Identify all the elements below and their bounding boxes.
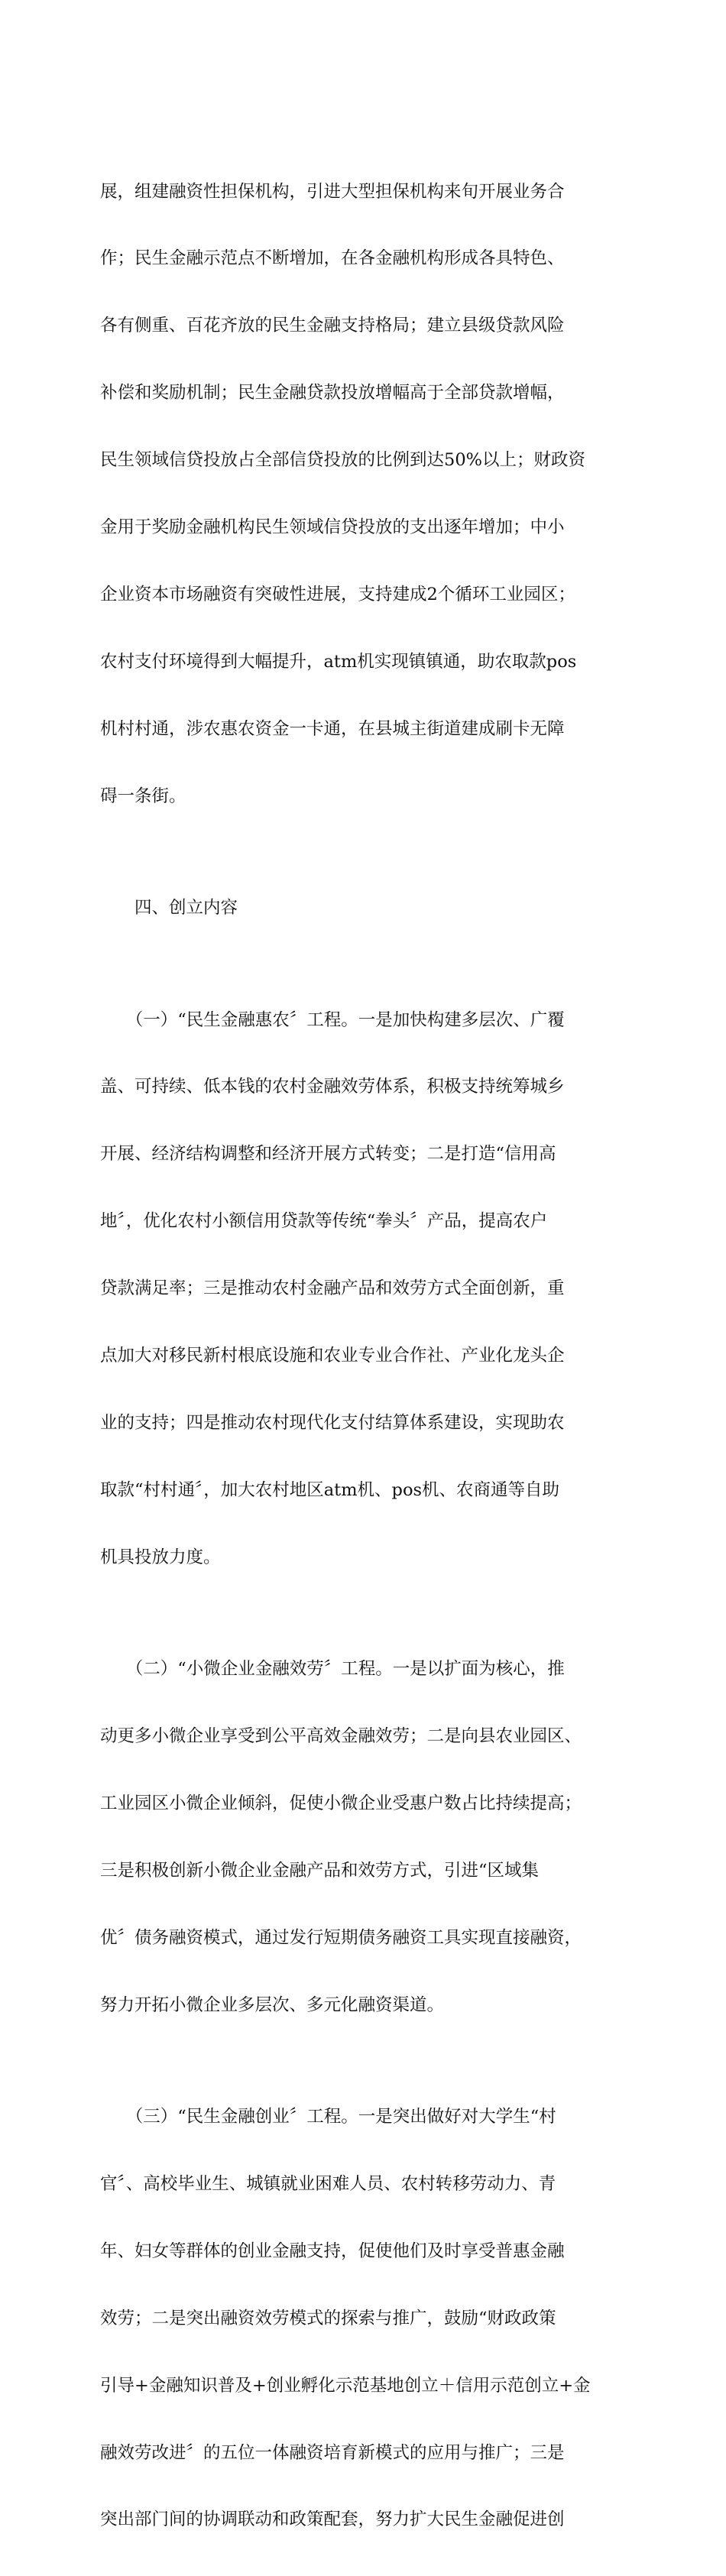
text-line: 工业园区小微企业倾斜，促使小微企业受惠户数占比持续提高；	[100, 1793, 582, 1813]
text-line: 补偿和奖励机制；民生金融贷款投放增幅高于全部贷款增幅，	[100, 383, 565, 403]
text-line: 作；民生金融示范点不断增加，在各金融机构形成各具特色、	[100, 248, 565, 269]
paragraph-entrepreneurship	[100, 2062, 635, 2576]
paragraph-rural-finance	[100, 964, 635, 1614]
text-line: 效劳；二是突出融资效劳模式的探索与推广，鼓励“财政政策	[100, 2308, 556, 2328]
text-line: 融效劳改进〞的五位一体融资培育新模式的应用与推广；三是	[100, 2442, 565, 2463]
text-line: 取款“村村通〞，加大农村地区atm机、pos机、农商通等自助	[100, 1479, 560, 1500]
text-line: （三）“民生金融创业〞工程。一是突出做好对大学生“村	[100, 2107, 556, 2127]
text-line: 展，组建融资性担保机构，引进大型担保机构来旬开展业务合	[100, 181, 565, 202]
text-line: 官〞、高校毕业生、城镇就业困难人员、农村转移劳动力、青	[100, 2174, 556, 2195]
text-line: （二）“小微企业金融效劳〞工程。一是以扩面为核心，推	[100, 1659, 565, 1680]
text-line: 地〞，优化农村小额信用贷款等传统“拳头〞产品，提高农户	[100, 1211, 548, 1232]
text-line: 碍一条街。	[100, 786, 186, 806]
text-line: 三是积极创新小微企业金融产品和效劳方式，引进“区域集	[100, 1860, 540, 1881]
text-line: （一）“民生金融惠农〞工程。一是加快构建多层次、广覆	[100, 1009, 565, 1030]
text-line: 业的支持；四是推动农村现代化支付结算体系建设，实现助农	[100, 1412, 565, 1433]
text-line: 企业资本市场融资有突破性进展，支持建成2个循环工业园区；	[100, 584, 575, 604]
text-line: 动更多小微企业享受到公平高效金融效劳；二是向县农业园区、	[100, 1726, 582, 1747]
text-line: 年、妇女等群体的创业金融支持，促使他们及时享受普惠金融	[100, 2241, 565, 2261]
text-line: 努力开拓小微企业多层次、多元化融资渠道。	[100, 1994, 445, 2015]
text-line: 贷款满足率；三是推动农村金融产品和效劳方式全面创新，重	[100, 1278, 565, 1299]
text-line: 民生领域信贷投放占全部信贷投放的比例到达50%以上；财政资	[100, 450, 586, 471]
text-line: 优〞债务融资模式，通过发行短期债务融资工具实现直接融资，	[100, 1927, 582, 1948]
document-page	[100, 136, 635, 2576]
text-line: 引导+金融知识普及+创业孵化示范基地创立＋信用示范创立+金	[100, 2375, 591, 2396]
text-line: 突出部门间的协调联动和政策配套，努力扩大民生金融促进创	[100, 2510, 565, 2530]
section-heading	[100, 853, 635, 964]
paragraph-small-enterprise	[100, 1614, 635, 2062]
text-line: 机具投放力度。	[100, 1547, 221, 1567]
text-line: 农村支付环境得到大幅提升，atm机实现镇镇通，助农取款pos	[100, 651, 577, 672]
text-line: 开展、经济结构调整和经济开展方式转变；二是打造“信用高	[100, 1144, 556, 1165]
text-line: 盖、可持续、低本钱的农村金融效劳体系，积极支持统筹城乡	[100, 1077, 565, 1097]
paragraph-targets-continued	[100, 136, 635, 853]
heading-line: 四、创立内容	[100, 898, 238, 919]
text-line: 机村村通，涉农惠农资金一卡通，在县城主街道建成刷卡无障	[100, 718, 565, 739]
text-line: 各有侧重、百花齐放的民生金融支持格局；建立县级贷款风险	[100, 316, 565, 336]
text-line: 金用于奖励金融机构民生领域信贷投放的支出逐年增加；中小	[100, 517, 565, 538]
text-line: 点加大对移民新村根底设施和农业专业合作社、产业化龙头企	[100, 1346, 565, 1366]
